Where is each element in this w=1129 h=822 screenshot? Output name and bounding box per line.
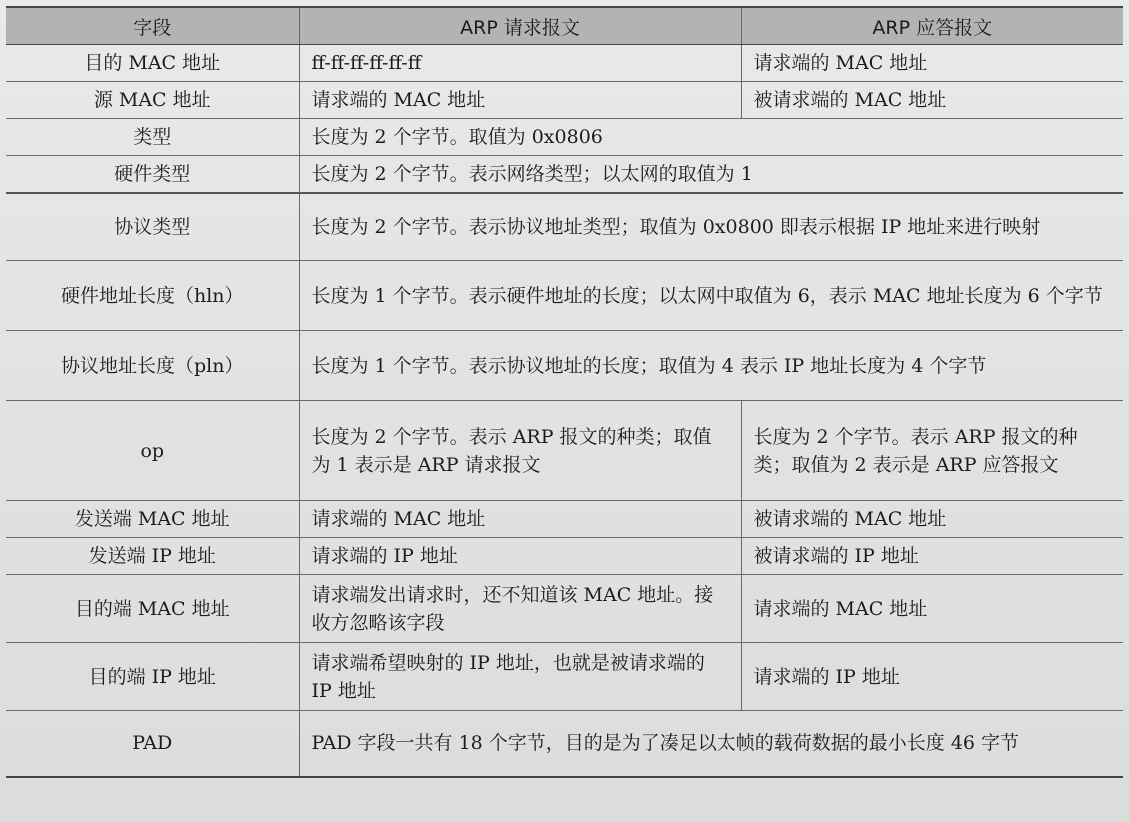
field-name: 目的 MAC 地址 <box>6 45 299 82</box>
reply-value: 请求端的 IP 地址 <box>741 643 1123 711</box>
header-arp-request: ARP 请求报文 <box>299 7 741 45</box>
request-value: ff-ff-ff-ff-ff-ff <box>299 45 741 82</box>
field-name: 目的端 MAC 地址 <box>6 575 299 643</box>
table-header-row <box>6 7 1123 45</box>
request-value: 长度为 2 个字节。表示 ARP 报文的种类；取值为 1 表示是 ARP 请求报文 <box>299 401 741 501</box>
request-value: 请求端发出请求时，还不知道该 MAC 地址。接收方忽略该字段 <box>299 575 741 643</box>
shared-value: 长度为 2 个字节。表示网络类型；以太网的取值为 1 <box>299 156 1123 193</box>
reply-value: 被请求端的 MAC 地址 <box>741 501 1123 538</box>
table-row <box>6 45 1123 82</box>
table-row <box>6 119 1123 156</box>
table-row <box>6 501 1123 538</box>
table-row <box>6 82 1123 119</box>
field-name: op <box>6 401 299 501</box>
table-row <box>6 261 1123 331</box>
table-row <box>6 538 1123 575</box>
field-name: 源 MAC 地址 <box>6 82 299 119</box>
header-arp-reply: ARP 应答报文 <box>741 7 1123 45</box>
reply-value: 请求端的 MAC 地址 <box>741 575 1123 643</box>
arp-field-table <box>6 6 1123 778</box>
field-name: 协议地址长度（pln） <box>6 331 299 401</box>
header-field: 字段 <box>6 7 299 45</box>
table-row <box>6 331 1123 401</box>
field-name: 目的端 IP 地址 <box>6 643 299 711</box>
request-value: 请求端的 IP 地址 <box>299 538 741 575</box>
field-name: 协议类型 <box>6 193 299 261</box>
field-name: PAD <box>6 711 299 777</box>
table-row <box>6 711 1123 777</box>
shared-value: 长度为 1 个字节。表示硬件地址的长度；以太网中取值为 6，表示 MAC 地址长度为 6 个字节 <box>299 261 1123 331</box>
table-row <box>6 193 1123 261</box>
reply-value: 长度为 2 个字节。表示 ARP 报文的种类；取值为 2 表示是 ARP 应答报文 <box>741 401 1123 501</box>
field-name: 硬件类型 <box>6 156 299 193</box>
field-name: 类型 <box>6 119 299 156</box>
table-row <box>6 156 1123 193</box>
reply-value: 被请求端的 IP 地址 <box>741 538 1123 575</box>
field-name: 硬件地址长度（hln） <box>6 261 299 331</box>
table-row <box>6 401 1123 501</box>
table-row <box>6 575 1123 643</box>
field-name: 发送端 IP 地址 <box>6 538 299 575</box>
shared-value: 长度为 2 个字节。表示协议地址类型；取值为 0x0800 即表示根据 IP 地址来进行映射 <box>299 193 1123 261</box>
reply-value: 请求端的 MAC 地址 <box>741 45 1123 82</box>
request-value: 请求端的 MAC 地址 <box>299 501 741 538</box>
shared-value: 长度为 2 个字节。取值为 0x0806 <box>299 119 1123 156</box>
shared-value: PAD 字段一共有 18 个字节，目的是为了凑足以太帧的载荷数据的最小长度 46 字节 <box>299 711 1123 777</box>
shared-value: 长度为 1 个字节。表示协议地址的长度；取值为 4 表示 IP 地址长度为 4 个字节 <box>299 331 1123 401</box>
table-row <box>6 643 1123 711</box>
request-value: 请求端希望映射的 IP 地址，也就是被请求端的 IP 地址 <box>299 643 741 711</box>
request-value: 请求端的 MAC 地址 <box>299 82 741 119</box>
reply-value: 被请求端的 MAC 地址 <box>741 82 1123 119</box>
field-name: 发送端 MAC 地址 <box>6 501 299 538</box>
